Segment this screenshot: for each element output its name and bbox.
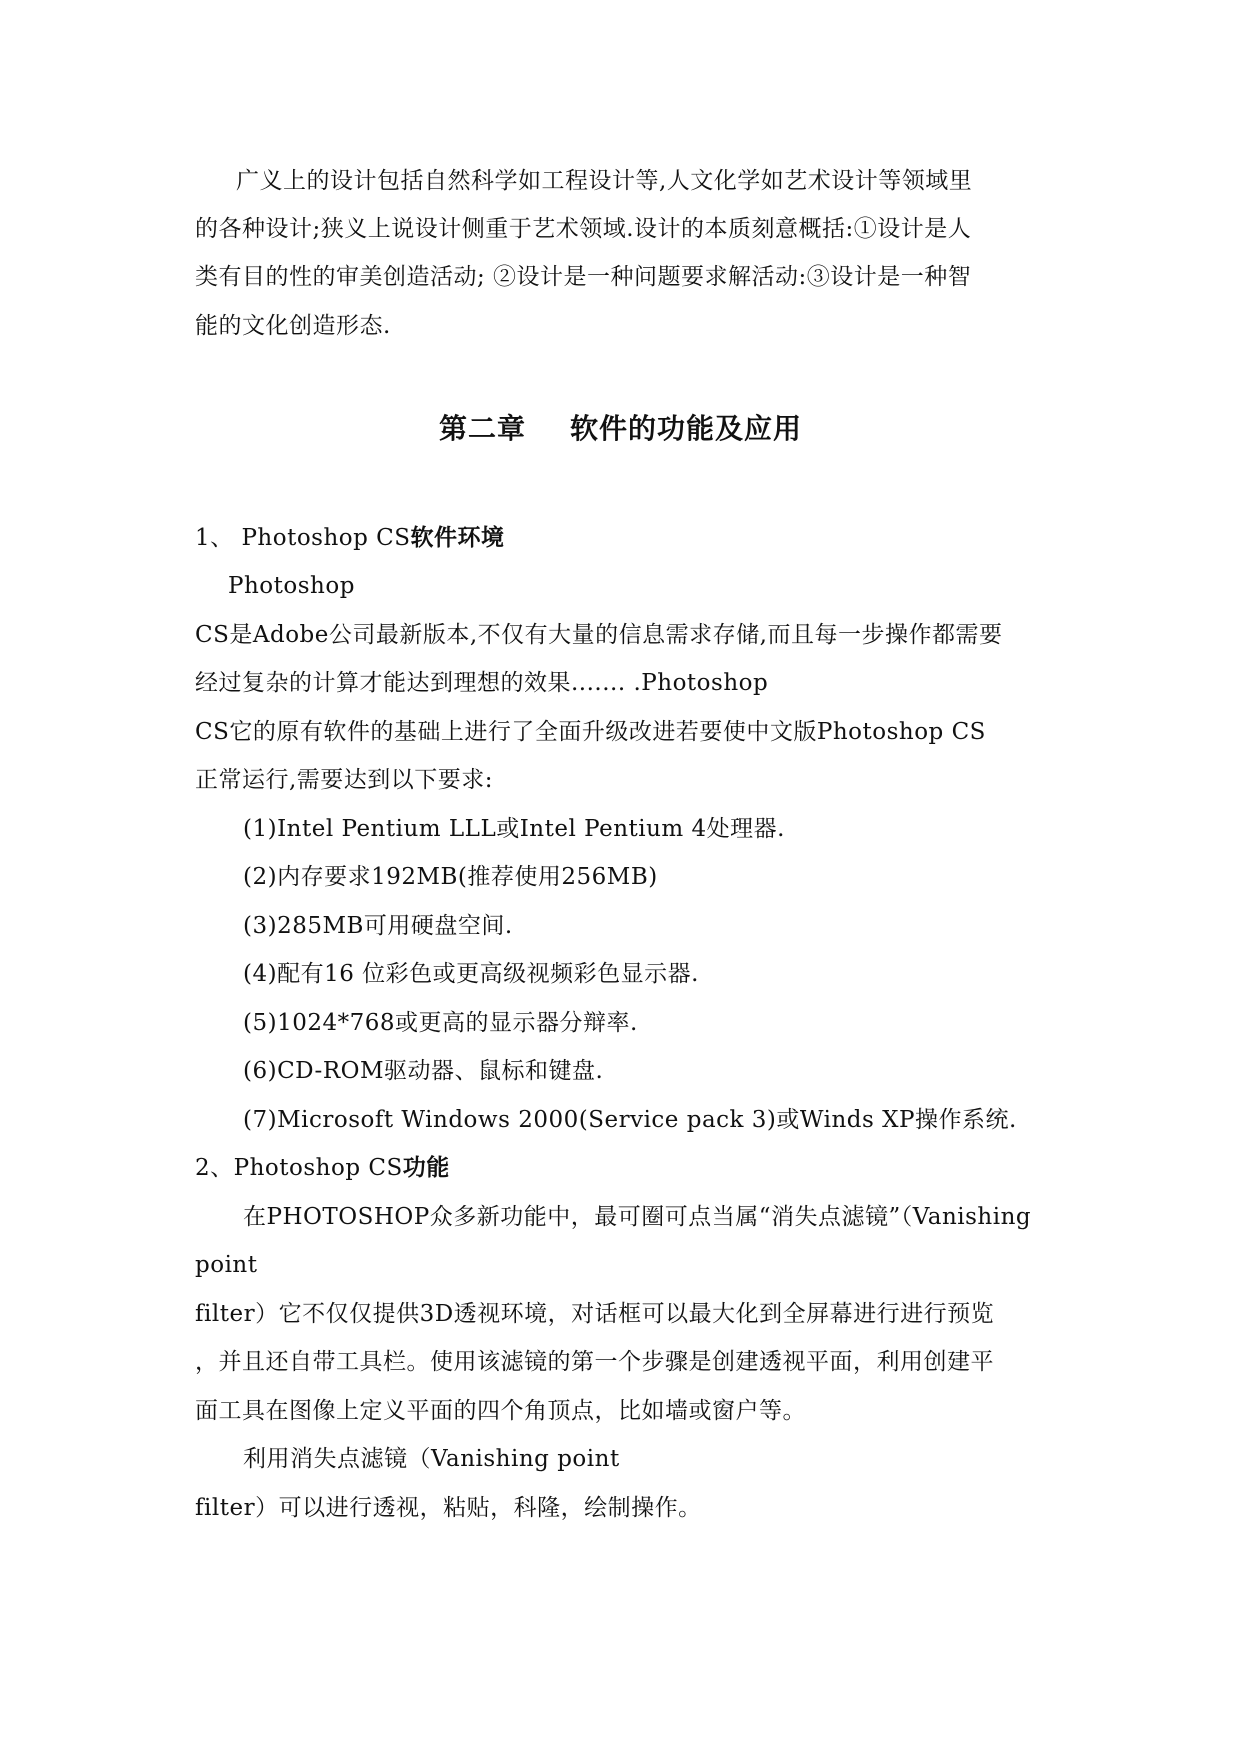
intro-line-4: 能的文化创造形态. [195, 313, 391, 339]
requirement-item: (6)CD-ROM驱动器、鼠标和键盘. [243, 1058, 604, 1084]
section1-line-5: 正常运行,需要达到以下要求: [195, 767, 494, 793]
section2-heading [195, 1152, 450, 1184]
section1-heading [195, 522, 505, 554]
section1-heading-prefix: 1、 Photoshop CS [195, 525, 411, 551]
intro-line-2: 的各种设计;狭义上说设计侧重于艺术领域.设计的本质刻意概括:①设计是人 [195, 216, 972, 242]
section2-line-6: 利用消失点滤镜（Vanishing point [243, 1446, 620, 1472]
chapter-title: 软件的功能及应用 [570, 412, 803, 445]
intro-line-3: 类有目的性的审美创造活动; ②设计是一种问题要求解活动:③设计是一种智 [195, 264, 972, 290]
section2-line-7: filter）可以进行透视，粘贴，科隆，绘制操作。 [195, 1495, 702, 1521]
requirement-item: (7)Microsoft Windows 2000(Service pack 3)或Winds XP操作系统. [243, 1107, 1017, 1133]
chapter-heading [0, 409, 1241, 449]
intro-line-1: 广义上的设计包括自然科学如工程设计等,人文化学如艺术设计等领域里 [236, 168, 973, 194]
section2-heading-bold: 功能 [402, 1154, 450, 1181]
requirement-item: (1)Intel Pentium LLL或Intel Pentium 4处理器. [243, 816, 785, 842]
section1-line-1: Photoshop [228, 573, 355, 599]
section2-line-2: point [195, 1252, 258, 1278]
requirement-item: (2)内存要求192MB(推荐使用256MB) [243, 864, 658, 890]
section1-line-4: CS它的原有软件的基础上进行了全面升级改进若要使中文版Photoshop CS [195, 719, 986, 745]
requirement-item: (5)1024*768或更高的显示器分辩率. [243, 1010, 638, 1036]
section2-line-4: ，并且还自带工具栏。使用该滤镜的第一个步骤是创建透视平面，利用创建平 [195, 1349, 994, 1375]
requirement-item: (4)配有16 位彩色或更高级视频彩色显示器. [243, 961, 699, 987]
section2-heading-prefix: 2、Photoshop CS [195, 1155, 403, 1181]
section1-line-2: CS是Adobe公司最新版本,不仅有大量的信息需求存储,而且每一步操作都需要 [195, 622, 1003, 648]
chapter-number: 第二章 [438, 412, 526, 445]
section2-line-1: 在PHOTOSHOP众多新功能中，最可圈可点当属“消失点滤镜”（Vanishing [243, 1204, 1032, 1230]
section1-line-3: 经过复杂的计算才能达到理想的效果....... .Photoshop [195, 670, 769, 696]
section2-line-5: 面工具在图像上定义平面的四个角顶点，比如墙或窗户等。 [195, 1398, 806, 1424]
requirement-item: (3)285MB可用硬盘空间. [243, 913, 513, 939]
section1-heading-bold: 软件环境 [410, 524, 505, 551]
section2-line-3: filter）它不仅仅提供3D透视环境，对话框可以最大化到全屏幕进行进行预览 [195, 1301, 995, 1327]
